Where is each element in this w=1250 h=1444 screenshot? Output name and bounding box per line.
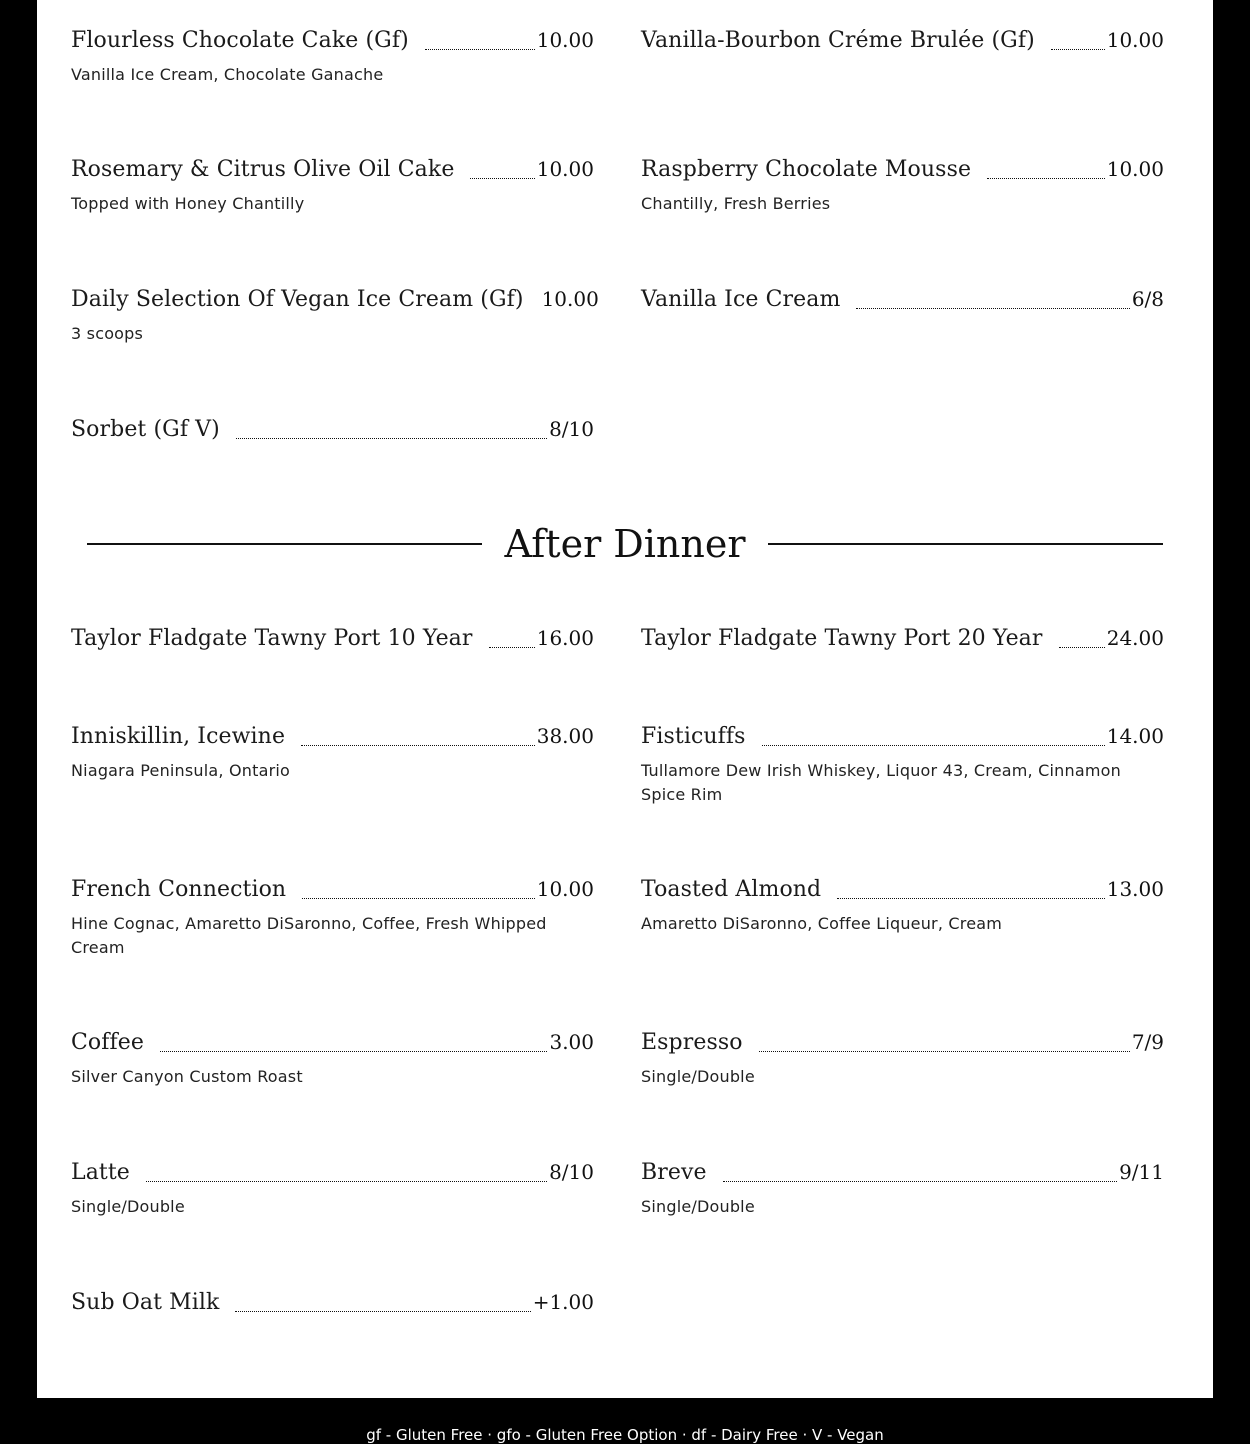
dot-leader (759, 1050, 1130, 1052)
item-description: Niagara Peninsula, Ontario (71, 761, 291, 780)
dot-leader (856, 307, 1129, 309)
dot-leader (987, 177, 1105, 179)
menu-item (71, 877, 594, 960)
dot-leader (146, 1180, 547, 1182)
item-price: 24.00 (1106, 626, 1164, 650)
item-description: Tullamore Dew Irish Whiskey, Liquor 43, Cream, Cinnamon Spice Rim (641, 761, 1121, 804)
item-name: Espresso (641, 1030, 743, 1055)
menu-item (641, 1030, 1164, 1089)
menu-item (71, 1030, 594, 1089)
item-description: 3 scoops (71, 324, 144, 343)
menu-item (641, 287, 1164, 319)
menu-item (71, 157, 594, 216)
item-name: Vanilla Ice Cream (641, 287, 841, 312)
item-name: Taylor Fladgate Tawny Port 20 Year (641, 626, 1043, 651)
item-name: Sorbet (Gf V) (71, 417, 220, 442)
item-name: Flourless Chocolate Cake (Gf) (71, 28, 409, 53)
item-price: 14.00 (1106, 724, 1164, 748)
menu-item (641, 28, 1164, 60)
menu-item (71, 1160, 594, 1219)
item-name: Latte (71, 1160, 130, 1185)
menu-item (71, 28, 594, 87)
section-rule-right (768, 543, 1163, 545)
item-price: 7/9 (1131, 1030, 1164, 1054)
item-name: Coffee (71, 1030, 145, 1055)
menu-item (641, 877, 1164, 936)
menu-page (37, 0, 1213, 1398)
item-price: 10.00 (1106, 157, 1164, 181)
dot-leader (425, 48, 535, 50)
item-price: 6/8 (1131, 287, 1164, 311)
dot-leader (235, 1310, 530, 1312)
dot-leader (837, 897, 1104, 899)
item-name: Rosemary & Citrus Olive Oil Cake (71, 157, 455, 182)
section-header (87, 518, 1163, 570)
item-description: Vanilla Ice Cream, Chocolate Ganache (71, 65, 384, 84)
item-name: Vanilla-Bourbon Créme Brulée (Gf) (641, 28, 1035, 53)
item-description: Single/Double (641, 1197, 755, 1216)
dot-leader (302, 897, 535, 899)
item-price: 13.00 (1106, 877, 1164, 901)
item-name: Toasted Almond (641, 877, 822, 902)
item-price: 10.00 (1106, 28, 1164, 52)
item-name: Daily Selection Of Vegan Ice Cream (Gf) (71, 287, 524, 312)
dot-leader (160, 1050, 547, 1052)
dietary-legend: gf - Gluten Free · gfo - Gluten Free Option · df - Dairy Free · V - Vegan (366, 1426, 884, 1444)
dot-leader (470, 177, 534, 179)
section-rule-left (87, 543, 482, 545)
section-title: After Dinner (504, 522, 746, 566)
menu-item (71, 626, 594, 658)
item-description: Topped with Honey Chantilly (71, 194, 305, 213)
menu-item (641, 724, 1164, 807)
item-name: French Connection (71, 877, 287, 902)
item-price: 8/10 (549, 1160, 594, 1184)
menu-item (641, 1160, 1164, 1219)
dot-leader (723, 1180, 1117, 1182)
item-description: Amaretto DiSaronno, Coffee Liqueur, Cream (641, 914, 1003, 933)
item-description: Hine Cognac, Amaretto DiSaronno, Coffee, Fresh Whipped Cream (71, 914, 547, 957)
dot-leader (1059, 646, 1105, 648)
dot-leader (489, 646, 535, 648)
item-name: Raspberry Chocolate Mousse (641, 157, 972, 182)
item-price: 16.00 (536, 626, 594, 650)
item-description: Silver Canyon Custom Roast (71, 1067, 303, 1086)
dot-leader (762, 744, 1105, 746)
item-price: 10.00 (536, 157, 594, 181)
item-price: 9/11 (1119, 1160, 1164, 1184)
dot-leader (1051, 48, 1105, 50)
menu-item (641, 626, 1164, 658)
item-price: 8/10 (549, 417, 594, 441)
item-name: Sub Oat Milk (71, 1290, 220, 1315)
dot-leader (301, 744, 535, 746)
item-name: Fisticuffs (641, 724, 746, 749)
item-price: +1.00 (532, 1290, 594, 1314)
item-price: 3.00 (549, 1030, 594, 1054)
menu-item (71, 724, 594, 783)
menu-item (71, 287, 599, 346)
item-description: Chantilly, Fresh Berries (641, 194, 831, 213)
item-description: Single/Double (641, 1067, 755, 1086)
menu-item (641, 157, 1164, 216)
dot-leader (236, 437, 547, 439)
item-name: Breve (641, 1160, 707, 1185)
item-price: 10.00 (541, 287, 599, 311)
menu-item (71, 417, 594, 449)
item-description: Single/Double (71, 1197, 185, 1216)
item-name: Inniskillin, Icewine (71, 724, 286, 749)
menu-item (71, 1290, 594, 1322)
item-price: 10.00 (536, 877, 594, 901)
item-name: Taylor Fladgate Tawny Port 10 Year (71, 626, 473, 651)
item-price: 10.00 (536, 28, 594, 52)
item-price: 38.00 (536, 724, 594, 748)
